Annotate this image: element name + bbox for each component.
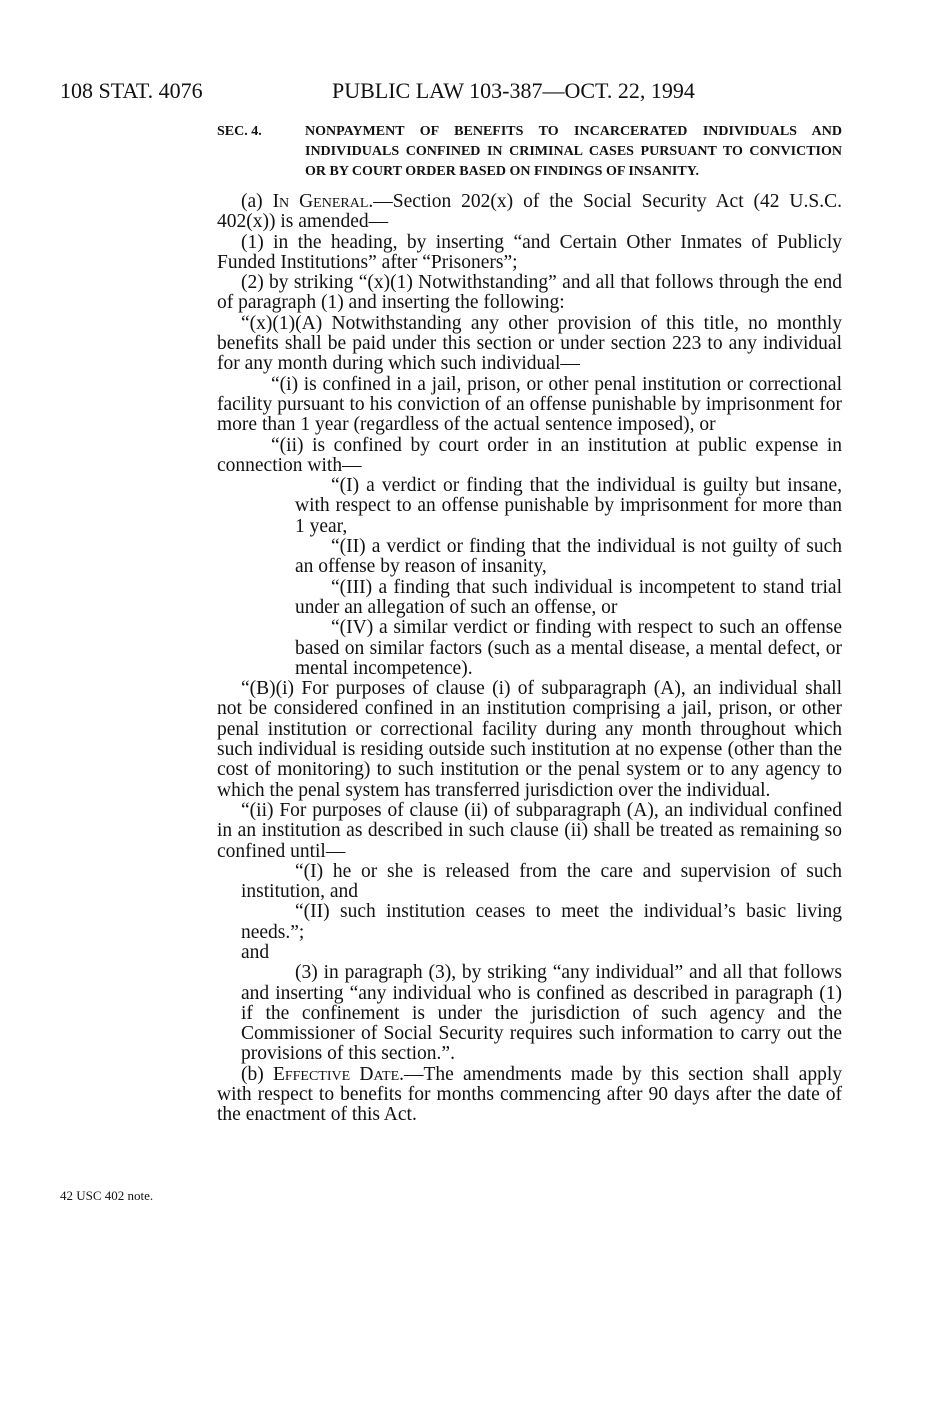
public-law-citation: PUBLIC LAW 103-387—OCT. 22, 1994 — [332, 78, 695, 103]
section-heading — [217, 122, 842, 182]
conjunction-and: and — [241, 941, 270, 963]
subsection-b — [217, 1065, 842, 1126]
clause-x1A: “(x)(1)(A) Notwithstanding any other provision of this title, no monthly benefits shall be paid under this section or under section 223 to any individual for any month during which such individual— — [217, 312, 842, 375]
subclause-IV: “(IV) a similar verdict or finding with respect to such an offense based on similar factors (such as a mental disease, a mental defect, or mental incompetence). — [295, 617, 842, 679]
subclause-II: “(II) a verdict or finding that the individual is not guilty of such an offense by reason of insanity, — [295, 536, 842, 578]
section-number: SEC. 4. — [217, 124, 262, 139]
paragraph-1: (1) in the heading, by inserting “and Certain Other Inmates of Publicly Funded Institutions” after “Prisoners”; — [217, 231, 842, 273]
subclause-III: “(III) a finding that such individual is incompetent to stand trial under an allegation of such an offense, or — [295, 576, 842, 618]
clause-ii: “(ii) is confined by court order in an institution at public expense in connection with— — [217, 434, 842, 476]
statute-page-number: 108 STAT. 4076 — [60, 78, 203, 103]
clause-B-ii-I: “(I) he or she is released from the care and supervision of such institution, and — [241, 860, 842, 903]
subsection-b-label: (b) — [241, 1063, 273, 1085]
page-header — [60, 76, 780, 106]
clause-B-ii-II: “(II) such institution ceases to meet the individual’s basic living needs.”; — [241, 901, 842, 943]
subsection-b-heading: Effective Date. — [272, 1063, 404, 1085]
clause-B-i: “(B)(i) For purposes of clause (i) of subparagraph (A), an individual shall not be considered confined in an institution comprising a jail, prison, or other penal institution or correctional facility during any month throughout which such individual is residing outside such institution at no expense (other than the cost of monitoring) to such institution or the penal system or to any agency to which the penal system has transferred jurisdiction over the individual. — [217, 678, 842, 801]
subsection-a-text: —Section 202(x) of the Social Security Act (42 U.S.C. 402(x)) is amended— — [217, 191, 842, 233]
subsection-a-label: (a) — [241, 191, 273, 212]
clause-B-ii: “(ii) For purposes of clause (ii) of subparagraph (A), an individual confined in an institution as described in such clause (ii) shall be treated as remaining so confined until— — [217, 799, 842, 862]
subclause-I: “(I) a verdict or finding that the individual is guilty but insane, with respect to an offense punishable by imprisonment for more than 1 year, — [295, 475, 842, 537]
subsection-b-text: —The amendments made by this section shall apply with respect to benefits for months commencing after 90 days after the date of the enactment of this Act. — [217, 1063, 842, 1126]
paragraph-2: (2) by striking “(x)(1) Notwithstanding” and all that follows through the end of paragraph (1) and inserting the following: — [217, 272, 842, 314]
paragraph-3: (3) in paragraph (3), by striking “any individual” and all that follows and inserting “any individual who is confined as described in paragraph (1) if the confinement is under the jurisdiction of such agency and the Commissioner of Social Security requires such information to carry out the provisions of this section.”. — [241, 962, 842, 1065]
section-title: NONPAYMENT OF BENEFITS TO INCARCERATED INDIVIDUALS AND INDIVIDUALS CONFINED IN CRIMINAL CASES PURSUANT TO CONVICTION OR BY COURT ORDER BASED ON FINDINGS OF INSANITY. — [305, 124, 842, 179]
margin-note: 42 USC 402 note. — [60, 1188, 154, 1203]
subsection-a-heading: In General. — [272, 191, 374, 212]
subsection-a — [217, 192, 842, 233]
section-body — [217, 122, 842, 1126]
clause-i: “(i) is confined in a jail, prison, or other penal institution or correctional facility pursuant to his conviction of an offense punishable by imprisonment for more than 1 year (regardless of the actual sentence imposed), or — [217, 373, 842, 436]
